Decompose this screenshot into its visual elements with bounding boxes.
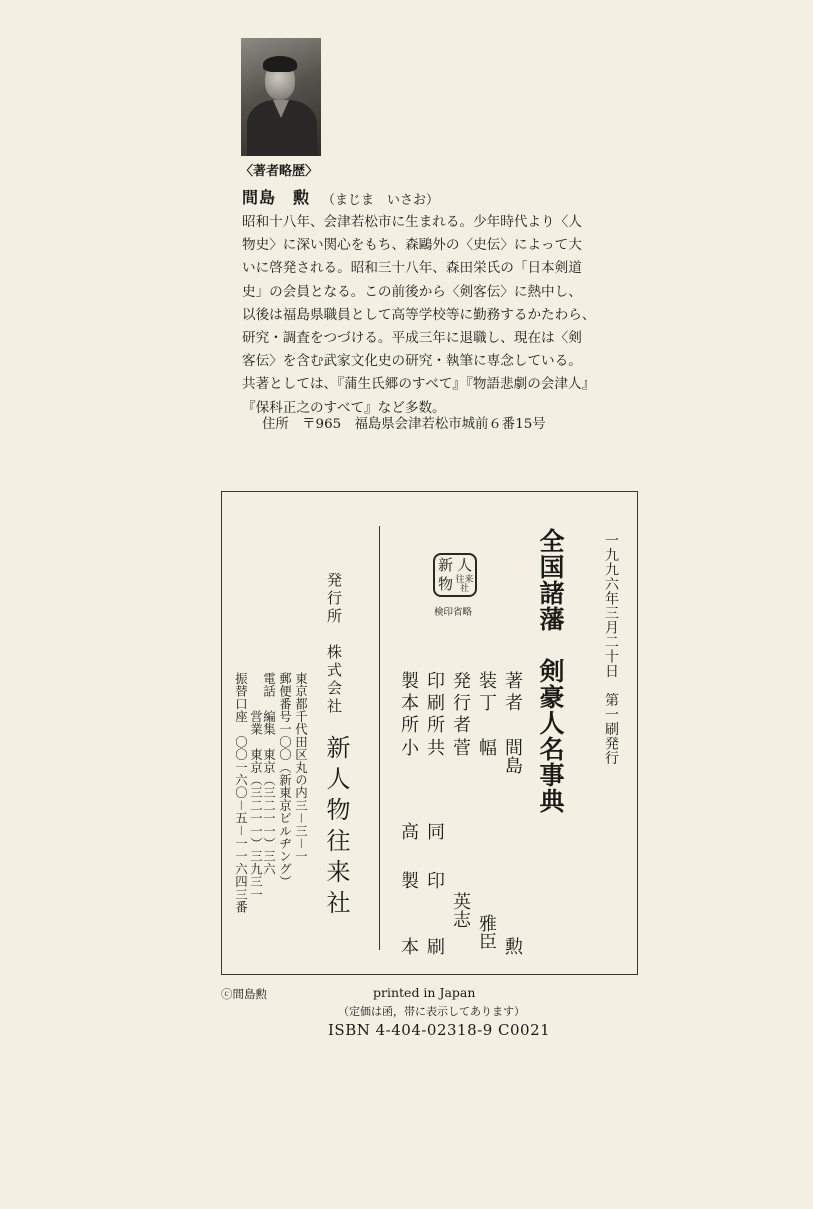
author-bio (242, 211, 595, 420)
bio-line: 以後は福島県職員として高等学校等に勤務するかたわら、 (242, 306, 596, 323)
printed-in: printed in Japan (373, 985, 476, 1000)
colophon-divider (379, 526, 380, 950)
credit-given: 印刷 (424, 871, 445, 1003)
publisher-address-line: 営業 東京（三二一一）三九三一 (248, 672, 264, 901)
seal-char: 人 (456, 556, 472, 574)
publisher-label: 発行所 株式会社 (325, 572, 343, 716)
price-note: （定価は函，帯に表示してあります） (338, 1005, 525, 1018)
credit-given: 英志 (450, 892, 471, 928)
credit-role: 製本所 (398, 671, 419, 737)
publisher-address-line: 東京都千代田区丸の内三－三－一 (293, 672, 309, 863)
seal-char: 往来社 (455, 574, 474, 594)
bio-line: 研究・調査をつづける。平成三年に退職し、現在は〈剣 (242, 329, 582, 346)
author-address: 住所 〒965 福島県会津若松市城前６番15号 (262, 417, 546, 432)
credit-given: 製本 (398, 871, 419, 1003)
credit-name: 幅 (476, 738, 497, 756)
author-reading: （まじま いさお） (322, 193, 440, 208)
publisher-name: 新人物往来社 (322, 735, 350, 921)
publisher-seal (433, 553, 477, 597)
bio-line: 昭和十八年、会津若松市に生まれる。少年時代より〈人 (242, 214, 582, 230)
profile-heading: 〈著者略歴〉 (240, 164, 319, 179)
publisher-address-line: 郵便番号一〇〇（新東京ビルヂング） (277, 672, 293, 888)
bio-line: 物史〉に深い関心をもち、森鷗外の〈史伝〉によって大 (242, 237, 582, 254)
author-photo (241, 38, 321, 156)
credit-role: 印刷所 (424, 671, 445, 737)
author-name: 間島 勲 (242, 188, 311, 207)
publisher-address-line: 振替口座 〇〇一六〇－五－一一六四三番 (233, 672, 249, 914)
book-title: 全国諸藩 剣豪人名事典 (536, 528, 565, 814)
seal-caption: 検印省略 (434, 607, 473, 618)
publisher-address-line: 電話 編集 東京（三二一一）三六 (261, 672, 277, 876)
seal-char: 新 (437, 556, 453, 574)
credit-name: 間島 (502, 738, 523, 774)
bio-line: 史」の会員となる。この前後から〈剣客伝〉に熱中し、 (242, 283, 582, 300)
bio-line: いに啓発される。昭和三十八年、森田栄氏の「日本剣道 (242, 260, 582, 277)
credit-role: 発行者 (450, 671, 471, 737)
bio-line: 客伝〉を含む武家文化史の研究・執筆に専念している。 (242, 353, 582, 370)
bio-line: 共著としては、『蒲生氏郷のすべて』『物語悲劇の会津人』 (242, 376, 596, 393)
copyright: ⓒ間島勲 (221, 987, 267, 1001)
credit-name: 共同 (424, 738, 445, 906)
bio-line: 『保科正之のすべて』など多数。 (242, 399, 446, 416)
credit-given: 雅臣 (476, 914, 497, 950)
credit-name: 菅 (450, 738, 471, 756)
publication-date: 一九九六年三月二十日 第一刷発行 (603, 533, 619, 765)
credit-role: 著者 (502, 671, 523, 715)
credit-role: 装丁 (476, 671, 497, 715)
seal-char: 物 (437, 575, 453, 593)
credit-name: 小高 (398, 738, 419, 906)
isbn: ISBN 4-404-02318-9 C0021 (328, 1021, 551, 1039)
credit-given: 勲 (502, 937, 523, 955)
